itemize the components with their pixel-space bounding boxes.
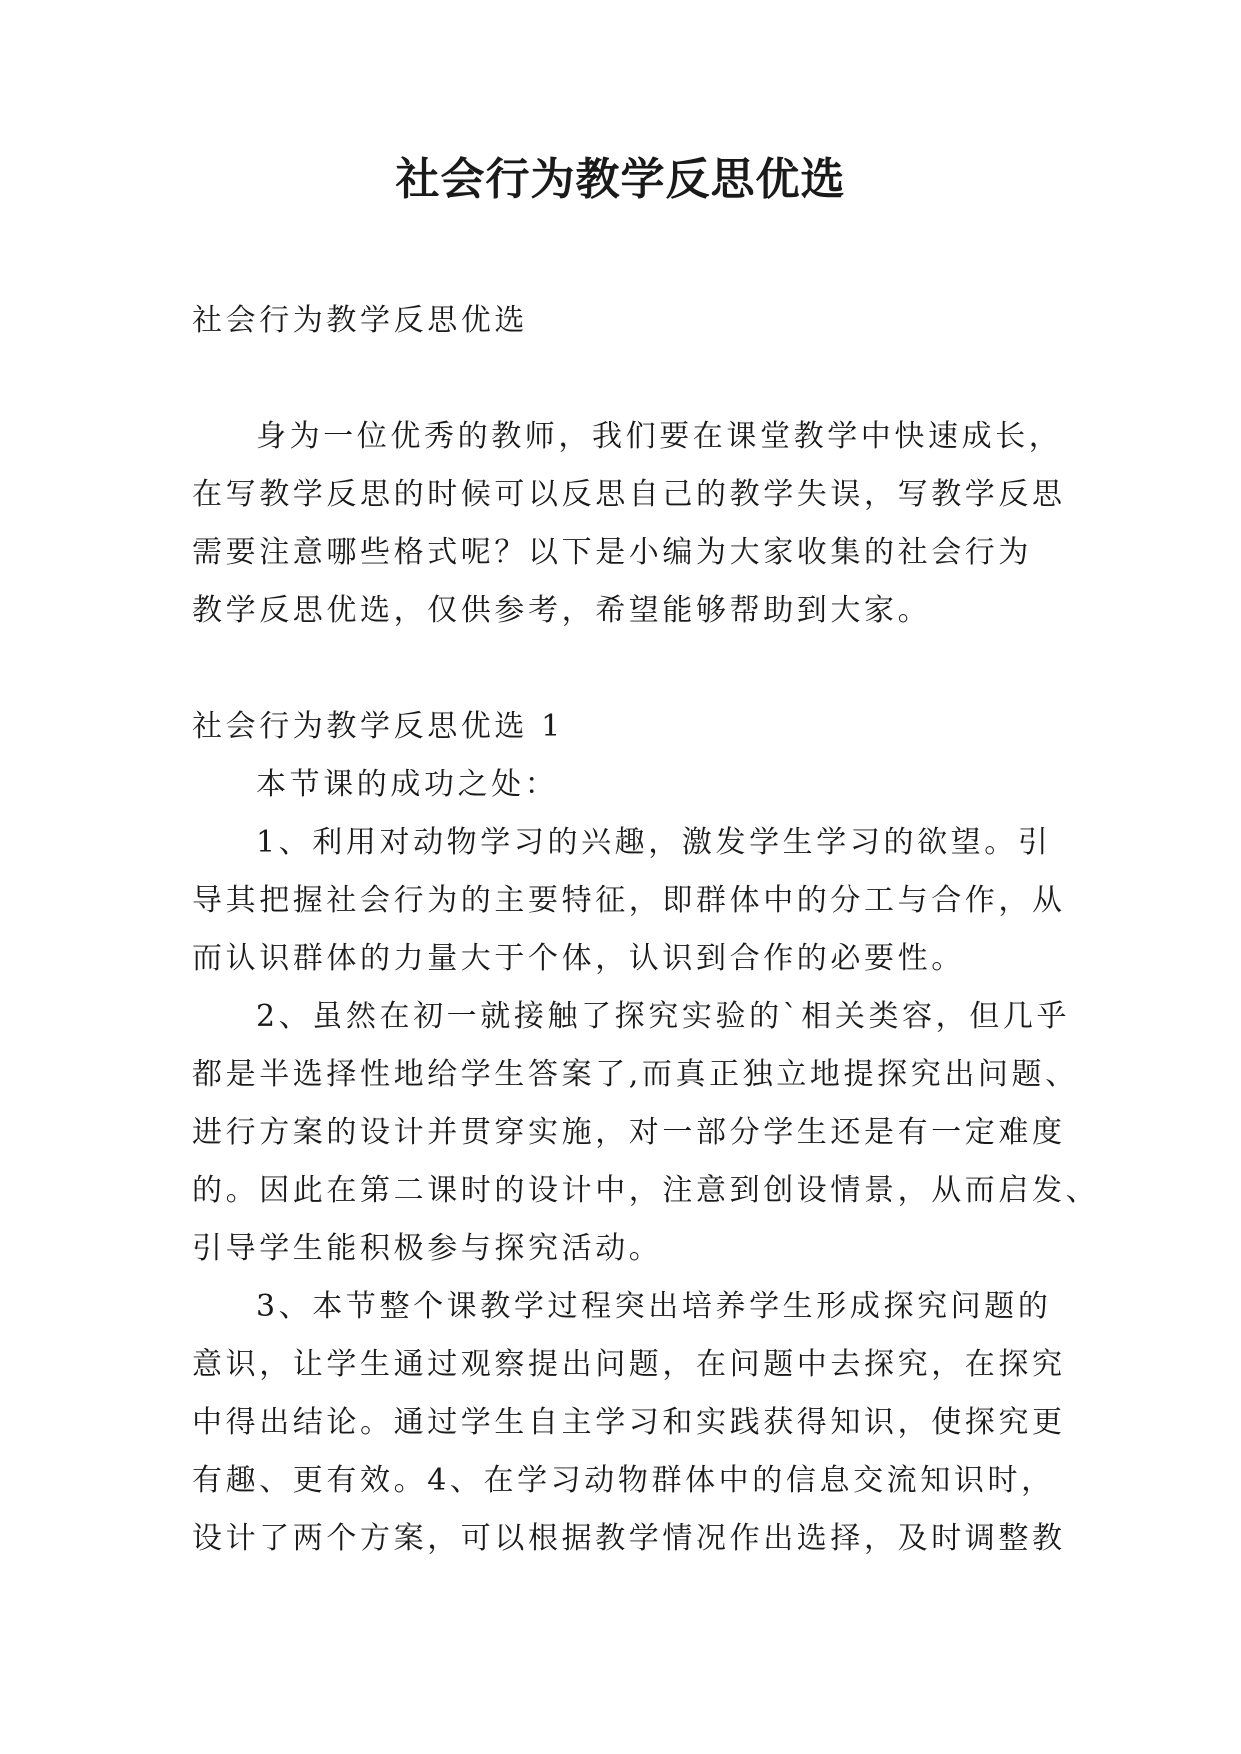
- point2-line: 引导学生能积极参与探究活动。: [192, 1231, 663, 1266]
- intro-line: 在写教学反思的时候可以反思自己的教学失误，写教学反思: [192, 477, 1066, 512]
- success-heading: 本节课的成功之处：: [256, 767, 559, 802]
- intro-line: 身为一位优秀的教师，我们要在课堂教学中快速成长，: [256, 419, 1063, 454]
- document-body: [192, 292, 1100, 1568]
- intro-line: 需要注意哪些格式呢？以下是小编为大家收集的社会行为: [192, 535, 1032, 570]
- point3-line: 有趣、更有效。4、在学习动物群体中的信息交流知识时，: [192, 1463, 1055, 1498]
- point2-line: 进行方案的设计并贯穿实施，对一部分学生还是有一定难度: [192, 1115, 1066, 1150]
- document-title: 社会行为教学反思优选: [395, 154, 846, 205]
- section-heading: 社会行为教学反思优选 1: [192, 709, 564, 744]
- point3-line: 中得出结论。通过学生自主学习和实践获得知识，使探究更: [192, 1405, 1066, 1440]
- point1-line: 导其把握社会行为的主要特征，即群体中的分工与合作，从: [192, 883, 1066, 918]
- point1-line: 1、利用对动物学习的兴趣，激发学生学习的欲望。引: [256, 825, 1052, 860]
- point1-line: 而认识群体的力量大于个体，认识到合作的必要性。: [192, 941, 965, 976]
- point3-line: 设计了两个方案，可以根据教学情况作出选择，及时调整教: [192, 1521, 1066, 1556]
- point3-line: 3、本节整个课教学过程突出培养学生形成探究问题的: [256, 1289, 1052, 1324]
- point3-line: 意识，让学生通过观察提出问题，在问题中去探究，在探究: [192, 1347, 1066, 1382]
- point2-line: 2、虽然在初一就接触了探究实验的`相关类容，但几乎: [256, 999, 1071, 1034]
- spacer: [192, 350, 1060, 408]
- subtitle: 社会行为教学反思优选: [192, 303, 528, 338]
- point2-line: 的。因此在第二课时的设计中，注意到创设情景，从而启发、: [192, 1173, 1100, 1208]
- intro-line: 教学反思优选，仅供参考，希望能够帮助到大家。: [192, 593, 932, 628]
- spacer: [192, 640, 1060, 698]
- point2-line: 都是半选择性地给学生答案了,而真正独立地提探究出问题、: [192, 1057, 1079, 1092]
